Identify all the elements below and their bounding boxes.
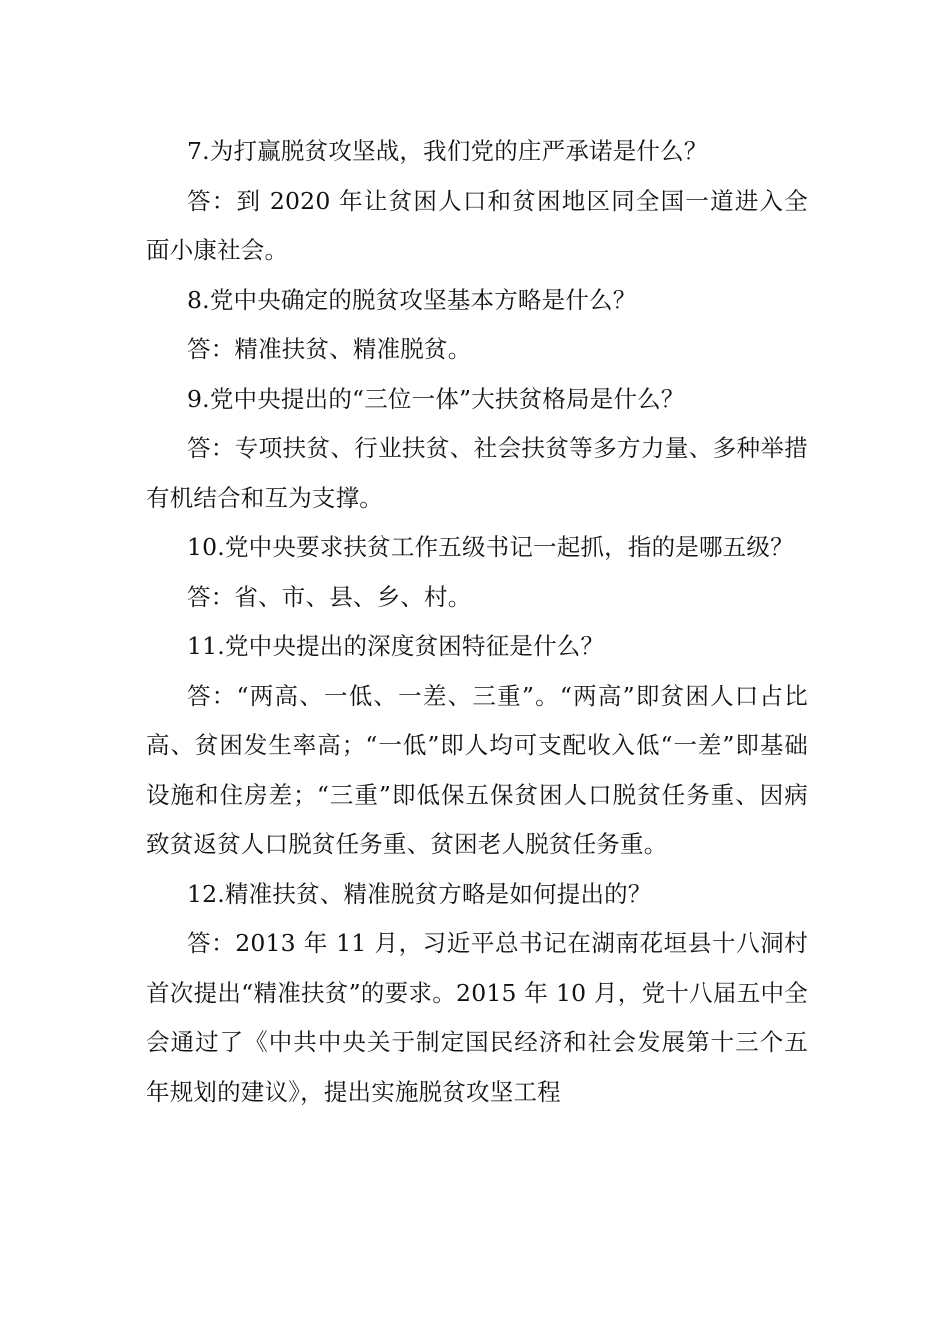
answer-8: 答：精准扶贫、精准脱贫。: [187, 335, 472, 363]
document-page: [146, 127, 808, 1117]
question-10: 10.党中央要求扶贫工作五级书记一起抓，指的是哪五级？: [187, 533, 794, 561]
answer-12: 答：2013 年 11 月，习近平总书记在湖南花垣县十八洞村首次提出“精准扶贫”的要求。2015 年 10 月，党十八届五中全会通过了《中共中央关于制定国民经济和社会发展第十三个五年规划的建议》，提出实施脱贫攻坚工程: [146, 929, 808, 1106]
question-12: 12.精准扶贫、精准脱贫方略是如何提出的？: [187, 879, 652, 908]
answer-10: 答：省、市、县、乡、村。: [187, 582, 472, 611]
answer-9: 答：专项扶贫、行业扶贫、社会扶贫等多方力量、多种举措有机结合和互为支撑。: [146, 434, 808, 512]
question-9: 9.党中央提出的“三位一体”大扶贫格局是什么？: [187, 384, 685, 413]
answer-7: 答：到 2020 年让贫困人口和贫困地区同全国一道进入全面小康社会。: [146, 186, 808, 264]
question-7: 7.为打赢脱贫攻坚战，我们党的庄严承诺是什么？: [187, 137, 708, 165]
question-8: 8.党中央确定的脱贫攻坚基本方略是什么？: [187, 285, 637, 314]
question-11: 11.党中央提出的深度贫困特征是什么？: [187, 632, 605, 660]
answer-11: 答：“两高、一低、一差、三重”。“两高”即贫困人口占比高、贫困发生率高；“一低”即人均可支配收入低“一差”即基础设施和住房差；“三重”即低保五保贫困人口脱贫任务重、因病致贫返贫人口脱贫任务重、贫困老人脱贫任务重。: [146, 681, 808, 858]
